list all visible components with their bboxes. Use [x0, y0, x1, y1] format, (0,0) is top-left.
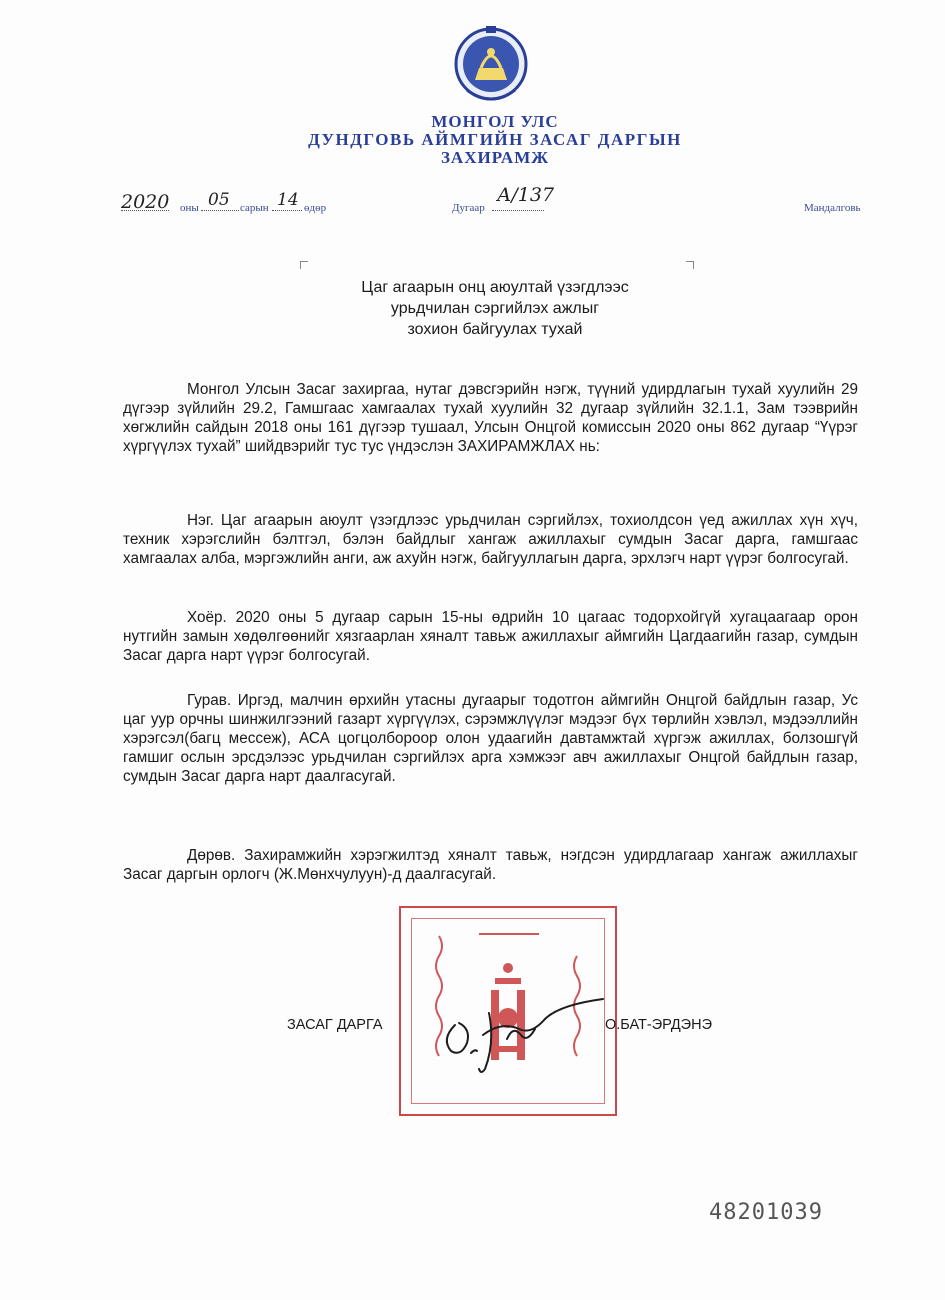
document-type: ЗАХИРАМЖ: [440, 148, 550, 167]
title-line-3: зохион байгуулах тухай: [407, 321, 583, 338]
title-line-1: Цаг агаарын онц аюултай үзэгдлээс: [361, 279, 629, 296]
signatory-name: О.БАТ-ЭРДЭНЭ: [605, 1017, 712, 1033]
date-day: 14: [277, 190, 299, 210]
place: Мандалговь: [804, 202, 861, 214]
date-year-suffix: оны: [180, 202, 199, 214]
paragraph-four: Дөрөв. Захирамжийн хэрэгжилтэд хяналт тавьж, нэгдсэн удирдлагаар хангаж ажиллахыг Засаг даргын орлогч (Ж.Мөнхчулуун)-д даалгасугай.: [123, 847, 858, 883]
title-line-2: урьдчилан сэргийлэх ажлыг: [390, 300, 600, 317]
date-day-suffix: өдөр: [304, 202, 327, 214]
paragraph-one: Нэг. Цаг агаарын аюулт үзэгдлээс урьдчилан сэргийлэх, тохиолдсон үед ажиллах хүн хүч, техник хэрэгслийн бэлтгэл, бэлэн байдлыг хангаж ажиллахыг сумдын Засаг дарга, гамшгаас хамгаалах алба, мэргэжлийн анги, аж ахуйн нэгж, байгууллагын дарга, эрхлэгч нарт үүрэг болгосугай.: [123, 512, 858, 567]
date-month-suffix: сарын: [240, 202, 269, 214]
date-month: 05: [208, 190, 230, 210]
paragraph-preamble: Монгол Улсын Засаг захиргаа, нутаг дэвсгэрийн нэгж, түүний удирдлагын тухай хуулийн 29 дүгээр зүйлийн 29.2, Гамшгаас хамгаалах тухай хуулийн 32 дугаар зүйлийн 32.1.1, Зам тээврийн хөгжлийн сайдын 2018 оны 161 дүгээр тушаал, Улсын Онцгой комиссын 2020 оны 862 дугаар “Үүрэг хүргүүлэх тухай” шийдвэрийг тус тус үндэслэн ЗАХИРАМЖЛАХ нь:: [123, 381, 858, 455]
state-emblem-icon: [453, 24, 529, 108]
paragraph-three: Гурав. Иргэд, малчин өрхийн утасны дугаарыг тодотгон аймгийн Онцгой байдлын газар, Ус цаг уур орчны шинжилгээний газарт хүргүүлэх, сэрэмжлүүлэг мэдээг бүх төрлийн хэвлэл, мэдээллийн хэрэгсэл(багц мессеж), АСА цогцолбороор олон удаагийн давтамжтай хүргэж ажиллах, болзошгүй гамшиг ослын эрсдэлээс урьдчилан сэргийлэх арга хэмжээг авч ажиллахыг Онцгой байдлын газар, сумдын Засаг дарга нарт даалгасугай.: [123, 692, 858, 785]
org-country: МОНГОЛ УЛС: [431, 112, 559, 131]
number-label: Дугаар: [452, 202, 485, 214]
date-year: 2020: [121, 191, 170, 213]
signatory-title: ЗАСАГ ДАРГА: [287, 1017, 383, 1033]
document-serial-number: 48201039: [709, 1200, 823, 1225]
org-name: ДУНДГОВЬ АЙМГИЙН ЗАСАГ ДАРГЫН: [308, 130, 682, 149]
handwritten-signature-icon: [437, 995, 607, 1075]
paragraph-two: Хоёр. 2020 оны 5 дугаар сарын 15-ны өдрийн 10 цагаас тодорхойгүй хугацаагаар орон нутгийн замын хөдөлгөөнийг хязгаарлан хяналт тавьж ажиллахыг аймгийн Цагдаагийн газар, сумдын Засаг дарга нарт үүрэг болгосугай.: [123, 609, 858, 664]
document-number-handwritten: А/137: [497, 184, 555, 206]
